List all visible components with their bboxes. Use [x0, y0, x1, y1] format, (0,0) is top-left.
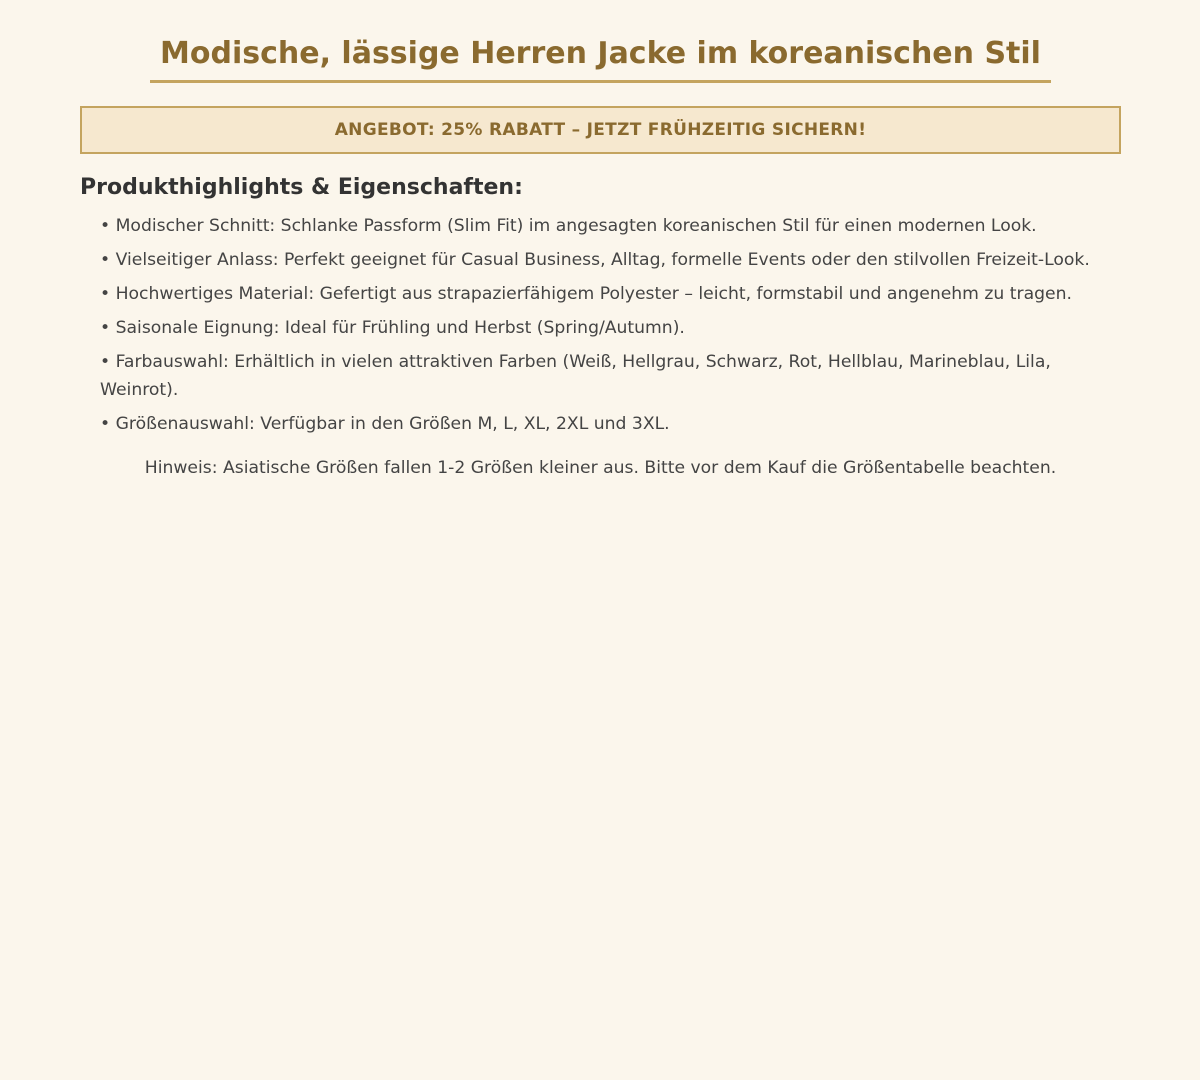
offer-banner — [80, 106, 1121, 154]
feature-item-cut: • Modischer Schnitt: Schlanke Passform (Slim Fit) im angesagten koreanischen Stil für einen modernen Look. — [100, 216, 1037, 236]
feature-list — [80, 212, 1121, 438]
feature-item-material: • Hochwertiges Material: Gefertigt aus strapazierfähigem Polyester – leicht, formstabil und angenehm zu tragen. — [100, 284, 1072, 304]
feature-item-season: • Saisonale Eignung: Ideal für Frühling und Herbst (Spring/Autumn). — [100, 318, 685, 338]
feature-item-occasion: • Vielseitiger Anlass: Perfekt geeignet für Casual Business, Alltag, formelle Events oder den stilvollen Freizeit-Look. — [100, 250, 1090, 270]
offer-banner-text: ANGEBOT: 25% RABATT – JETZT FRÜHZEITIG SICHERN! — [334, 120, 867, 140]
title-underline — [150, 80, 1051, 83]
section-heading: Produkthighlights & Eigenschaften: — [80, 175, 523, 200]
size-note: Hinweis: Asiatische Größen fallen 1-2 Größen kleiner aus. Bitte vor dem Kauf die Größentabelle beachten. — [144, 458, 1057, 478]
feature-item-colors: • Farbauswahl: Erhältlich in vielen attraktiven Farben (Weiß, Hellgrau, Schwarz, Rot, Hellblau, Marineblau, Lila, Weinrot). — [100, 352, 1051, 400]
page-title: Modische, lässige Herren Jacke im koreanischen Stil — [160, 36, 1041, 71]
product-description — [80, 0, 1121, 499]
feature-item-sizes: • Größenauswahl: Verfügbar in den Größen M, L, XL, 2XL und 3XL. — [100, 414, 670, 434]
